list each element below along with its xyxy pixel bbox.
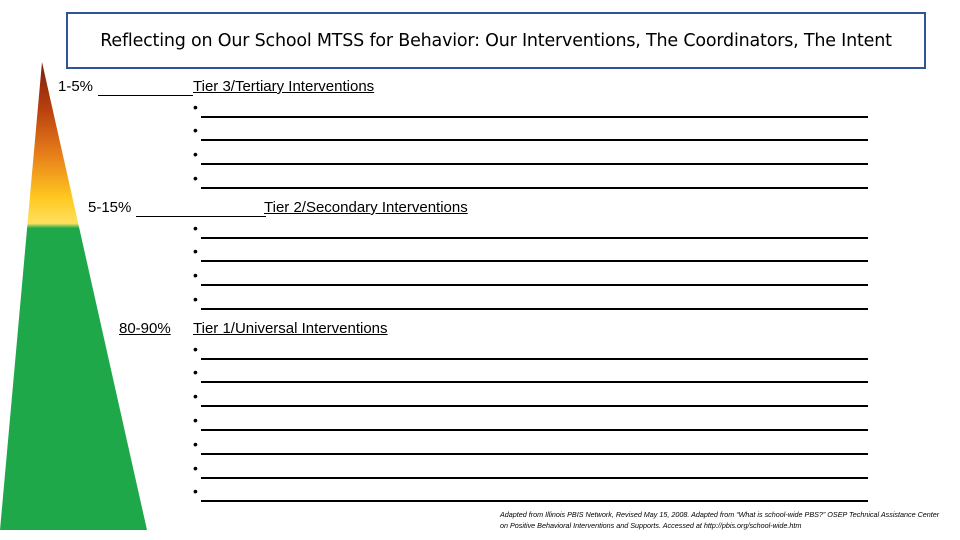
- write-in-line[interactable]: [201, 116, 868, 118]
- write-in-line[interactable]: [201, 358, 868, 360]
- write-in-line[interactable]: [201, 405, 868, 407]
- citation-note: Adapted from Illinois PBIS Network, Revised May 15, 2008. Adapted from “What is school-wide PBS?” OSEP Technical Assistance Center on Positive Behavioral Interventions and Supports. Accessed at http://pbis.org/school-wide.htm: [500, 510, 940, 530]
- tier1-title: Tier 1/Universal Interventions: [193, 320, 388, 337]
- tier2-bullet-1[interactable]: [193, 219, 868, 239]
- tier2-bullet-3[interactable]: [193, 266, 868, 286]
- tier2-bullet-4[interactable]: [193, 290, 868, 310]
- tier1-bullet-7[interactable]: [193, 482, 868, 502]
- tier3-bullet-4[interactable]: [193, 169, 868, 189]
- bullet-icon: •: [193, 146, 198, 162]
- tier1-bullet-5[interactable]: [193, 435, 868, 455]
- tier1-bullet-1[interactable]: [193, 340, 868, 360]
- page-title: Reflecting on Our School MTSS for Behavior: Our Interventions, The Coordinators, The Intent: [100, 30, 892, 51]
- title-box: [66, 12, 926, 69]
- bullet-icon: •: [193, 99, 198, 115]
- write-in-line[interactable]: [201, 237, 868, 239]
- write-in-line[interactable]: [201, 187, 868, 189]
- bullet-icon: •: [193, 388, 198, 404]
- bullet-icon: •: [193, 412, 198, 428]
- pyramid-shape: [0, 62, 147, 530]
- write-in-line[interactable]: [201, 308, 868, 310]
- bullet-icon: •: [193, 436, 198, 452]
- tier2-bullet-2[interactable]: [193, 242, 868, 262]
- bullet-icon: •: [193, 341, 198, 357]
- write-in-line[interactable]: [201, 139, 868, 141]
- write-in-line[interactable]: [201, 260, 868, 262]
- tier2-percent: 5-15%: [88, 199, 132, 216]
- tier1-percent: 80-90%: [119, 320, 171, 337]
- bullet-icon: •: [193, 122, 198, 138]
- bullet-icon: •: [193, 267, 198, 283]
- tier3-bullet-2[interactable]: [193, 121, 868, 141]
- write-in-line[interactable]: [201, 381, 868, 383]
- tier1-bullet-4[interactable]: [193, 411, 868, 431]
- bullet-icon: •: [193, 170, 198, 186]
- bullet-icon: •: [193, 291, 198, 307]
- write-in-line[interactable]: [201, 429, 868, 431]
- bullet-icon: •: [193, 220, 198, 236]
- tier3-bullet-1[interactable]: [193, 98, 868, 118]
- tier1-bullet-2[interactable]: [193, 363, 868, 383]
- tier3-title: Tier 3/Tertiary Interventions: [193, 78, 375, 95]
- tier3-percent: 1-5%: [58, 78, 94, 95]
- tier2-title: Tier 2/Secondary Interventions: [264, 199, 468, 216]
- tier3-leader-line: [98, 95, 193, 96]
- write-in-line[interactable]: [201, 284, 868, 286]
- tier2-leader-line: [136, 216, 266, 217]
- write-in-line[interactable]: [201, 500, 868, 502]
- tier1-bullet-3[interactable]: [193, 387, 868, 407]
- bullet-icon: •: [193, 460, 198, 476]
- write-in-line[interactable]: [201, 453, 868, 455]
- write-in-line[interactable]: [201, 163, 868, 165]
- bullet-icon: •: [193, 243, 198, 259]
- bullet-icon: •: [193, 483, 198, 499]
- tier3-bullet-3[interactable]: [193, 145, 868, 165]
- bullet-icon: •: [193, 364, 198, 380]
- write-in-line[interactable]: [201, 477, 868, 479]
- tier1-bullet-6[interactable]: [193, 459, 868, 479]
